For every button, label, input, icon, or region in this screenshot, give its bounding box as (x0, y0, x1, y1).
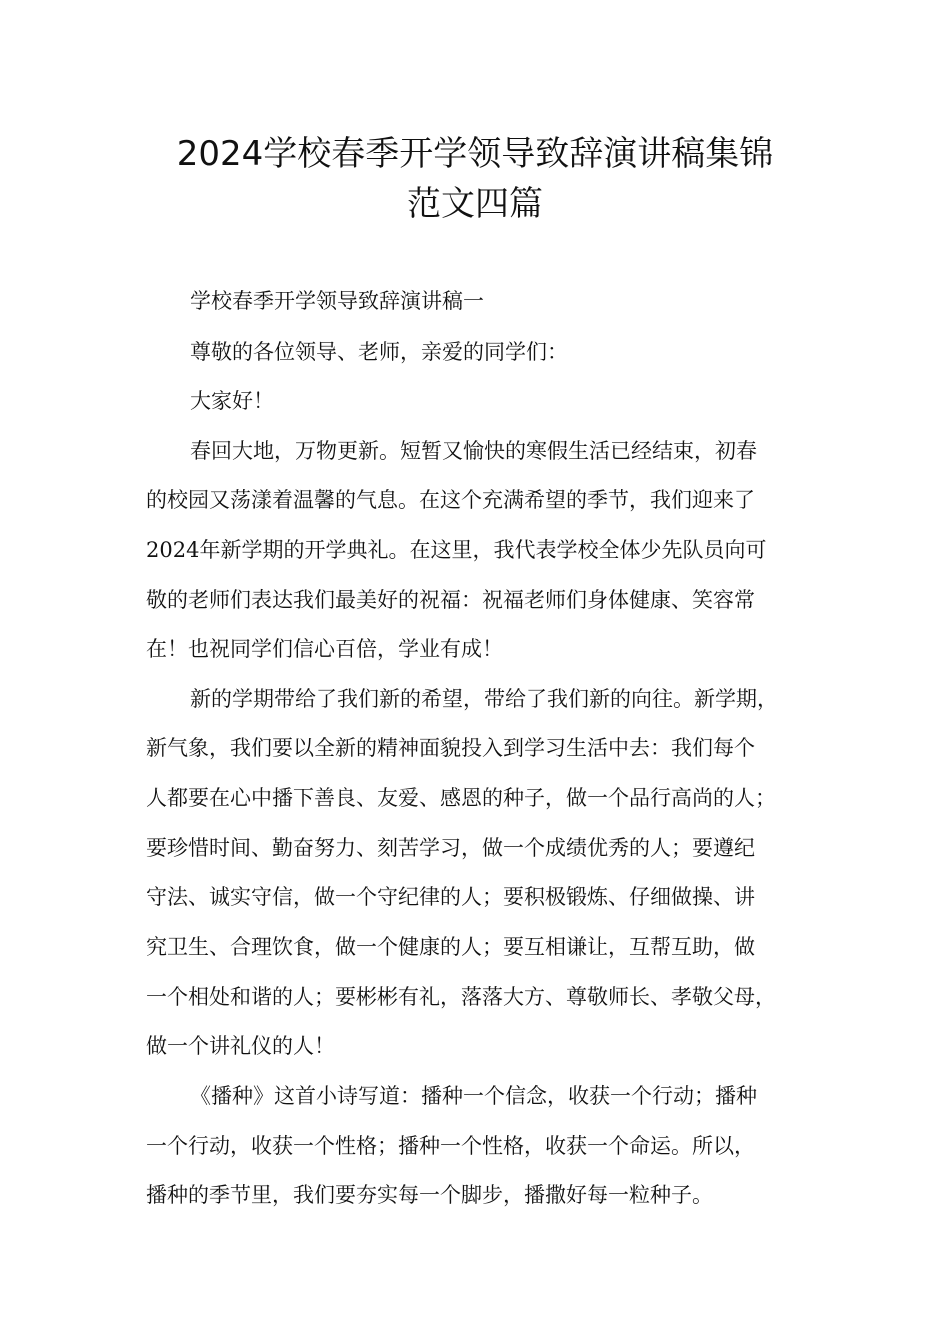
document-title-line-1: 2024学校春季开学领导致辞演讲稿集锦 (176, 134, 774, 174)
paragraph-line: 新气象，我们要以全新的精神面貌投入到学习生活中去：我们每个 (146, 736, 755, 760)
greeting: 大家好！ (190, 389, 274, 413)
section-heading: 学校春季开学领导致辞演讲稿一 (190, 289, 484, 313)
paragraph-line: 的校园又荡漾着温馨的气息。在这个充满希望的季节，我们迎来了 (146, 488, 755, 512)
paragraph-line: 人都要在心中播下善良、友爱、感恩的种子，做一个品行高尚的人； (146, 786, 776, 810)
paragraph-line: 在！也祝同学们信心百倍，学业有成！ (146, 637, 503, 661)
paragraph-line: 做一个讲礼仪的人！ (146, 1034, 335, 1058)
paragraph-line: 春回大地，万物更新。短暂又愉快的寒假生活已经结束，初春 (190, 439, 757, 463)
salutation: 尊敬的各位领导、老师，亲爱的同学们： (190, 340, 568, 364)
paragraph-line: 一个行动，收获一个性格；播种一个性格，收获一个命运。所以， (146, 1134, 755, 1158)
paragraph-line: 2024年新学期的开学典礼。在这里，我代表学校全体少先队员向可 (146, 538, 767, 562)
paragraph-line: 究卫生、合理饮食，做一个健康的人；要互相谦让，互帮互助，做 (146, 935, 755, 959)
paragraph-line: 播种的季节里，我们要夯实每一个脚步，播撒好每一粒种子。 (146, 1183, 713, 1207)
paragraph-line: 《播种》这首小诗写道：播种一个信念，收获一个行动；播种 (190, 1084, 757, 1108)
paragraph-line: 一个相处和谐的人；要彬彬有礼，落落大方、尊敬师长、孝敬父母， (146, 985, 776, 1009)
paragraph-line: 要珍惜时间、勤奋努力、刻苦学习，做一个成绩优秀的人；要遵纪 (146, 836, 755, 860)
paragraph-line: 敬的老师们表达我们最美好的祝福：祝福老师们身体健康、笑容常 (146, 588, 755, 612)
document-title-line-2: 范文四篇 (407, 184, 543, 224)
paragraph-line: 守法、诚实守信，做一个守纪律的人；要积极锻炼、仔细做操、讲 (146, 885, 755, 909)
paragraph-line: 新的学期带给了我们新的希望，带给了我们新的向往。新学期， (190, 687, 778, 711)
